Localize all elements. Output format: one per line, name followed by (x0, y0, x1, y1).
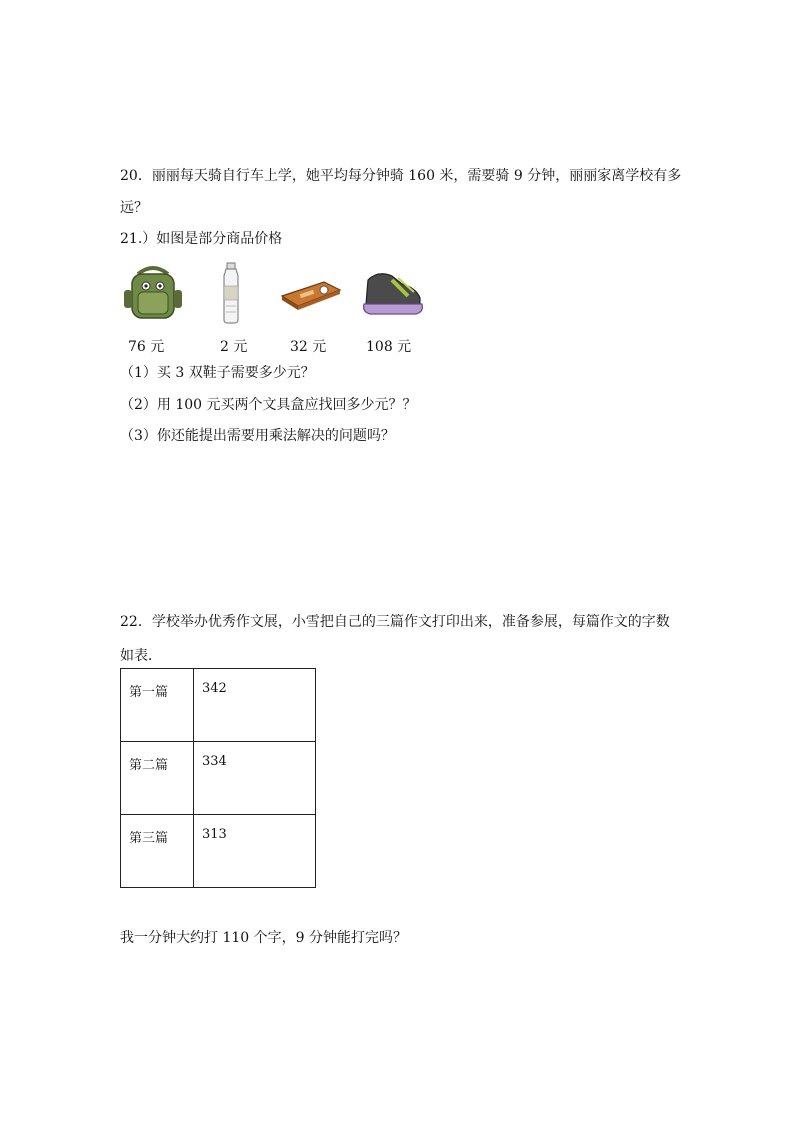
table-cell-essay-name: 第二篇 (121, 742, 194, 815)
table-cell-word-count: 334 (194, 742, 316, 815)
question-21-part-3: （3）你还能提出需要用乘法解决的问题吗？ (120, 428, 395, 444)
product-list (118, 262, 428, 362)
bottle-icon (196, 262, 266, 324)
price-shoe: 108 元 (366, 339, 412, 355)
question-22-text: 22．学校举办优秀作文展，小雪把自己的三篇作文打印出来，准备参展，每篇作文的字数 (120, 614, 670, 630)
product-backpack (118, 262, 188, 355)
table-row (121, 815, 316, 888)
question-20-text-cont: 远？ (120, 200, 148, 216)
question-22-text-cont: 如表． (120, 648, 162, 664)
table-cell-essay-name: 第三篇 (121, 815, 194, 888)
word-count-table (120, 668, 316, 888)
table-cell-essay-name: 第一篇 (121, 669, 194, 742)
question-21-title: 21.）如图是部分商品价格 (120, 231, 283, 247)
table-row (121, 742, 316, 815)
question-22-prompt: 我一分钟大约打 110 个字，9 分钟能打完吗？ (120, 930, 407, 946)
question-21-part-1: （1）买 3 双鞋子需要多少元？ (120, 365, 315, 381)
shoe-icon (358, 262, 428, 322)
price-backpack: 76 元 (128, 339, 165, 355)
question-20-text: 20．丽丽每天骑自行车上学，她平均每分钟骑 160 米，需要骑 9 分钟，丽丽家离学校有多 (120, 168, 682, 184)
backpack-icon (118, 262, 188, 322)
table-cell-word-count: 313 (194, 815, 316, 888)
product-shoe (358, 262, 428, 355)
table-cell-word-count: 342 (194, 669, 316, 742)
pencil-box-icon (278, 262, 348, 322)
price-pencil-box: 32 元 (290, 339, 327, 355)
table-row (121, 669, 316, 742)
product-bottle (196, 262, 266, 355)
price-bottle: 2 元 (220, 339, 248, 355)
product-pencil-box (278, 262, 348, 355)
question-21-part-2: （2）用 100 元买两个文具盒应找回多少元？？ (120, 397, 417, 413)
